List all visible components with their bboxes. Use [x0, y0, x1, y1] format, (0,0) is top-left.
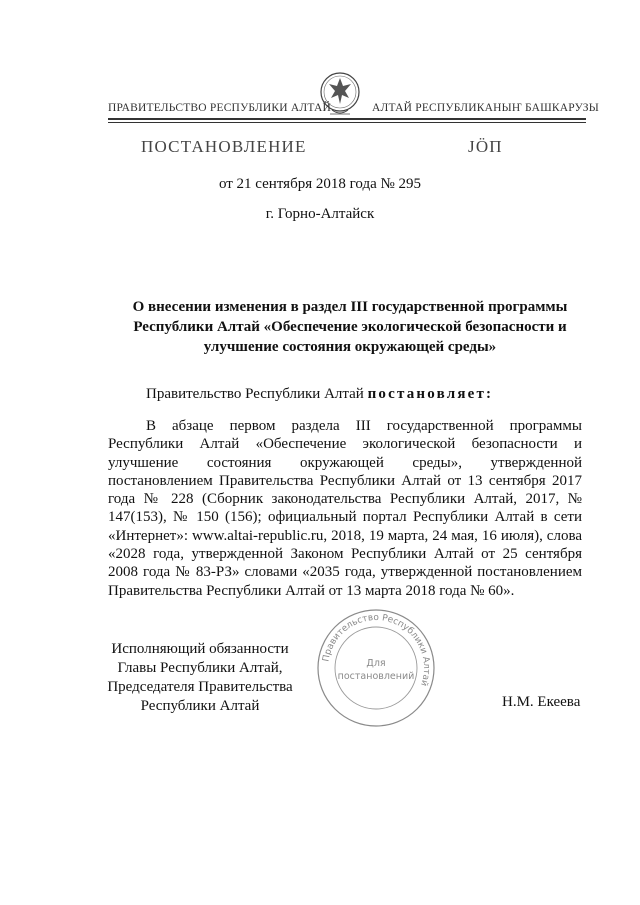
signatory-name: Н.М. Екеева — [502, 694, 581, 710]
body-paragraph: В абзаце первом раздела III государственной программы Республики Алтай «Обеспечение экологической безопасности и улучшение состояния окружающей среды», утвержденной постановлением Правительства Республики Алтай от 13 сентября 2017 года № 228 (Сборник законодательства Республики Алтай, 2017, № 147(153), № 150 (156); официальный портал Республики Алтай в сети «Интернет»: www.altai-republic.ru, 2018, 19 марта, 24 мая, 16 июля), слова «2028 года, утвержденной Законом Республики Алтай от 25 сентября 2008 года № 83-РЗ» словами «2035 года, утвержденной постановлением Правительства Республики Алтай от 13 марта 2018 года № 60». — [108, 418, 582, 599]
document-heading: О внесении изменения в раздел III государственной программы Республики Алтай «Обеспечение экологической безопасности и улучшение состояния окружающей среды» — [132, 299, 568, 355]
decree-line — [146, 386, 493, 403]
signatory-title-line: Главы Республики Алтай, — [117, 660, 283, 676]
signatory-title — [104, 640, 296, 716]
document-date: от 21 сентября 2018 года № 295 — [218, 176, 422, 192]
stamp-center-line: постановлений — [337, 671, 415, 682]
signatory-title-line: Исполняющий обязанности — [111, 641, 289, 657]
government-name-russian: ПРАВИТЕЛЬСТВО РЕСПУБЛИКИ АЛТАЙ — [108, 102, 332, 114]
document-city: г. Горно-Алтайск — [265, 206, 375, 222]
stamp-ring-text: Правительство Республики Алтай — [321, 612, 432, 688]
header-rule-thin — [108, 122, 586, 123]
signatory-title-line: Республики Алтай — [140, 698, 260, 714]
signatory-title-line: Председателя Правительства — [107, 679, 293, 695]
official-stamp — [314, 606, 438, 730]
decree-verb: постановляет: — [367, 386, 494, 402]
stamp-center-line: Для — [366, 658, 386, 669]
document-type-altai: ЈӦП — [468, 137, 503, 156]
header-rule — [108, 118, 586, 120]
government-name-altai: АЛТАЙ РЕСПУБЛИКАНЫҤ БАШКАРУЗЫ — [372, 102, 599, 114]
document-type-russian: ПОСТАНОВЛЕНИЕ — [141, 137, 307, 156]
decree-subject: Правительство Республики Алтай — [146, 386, 368, 402]
